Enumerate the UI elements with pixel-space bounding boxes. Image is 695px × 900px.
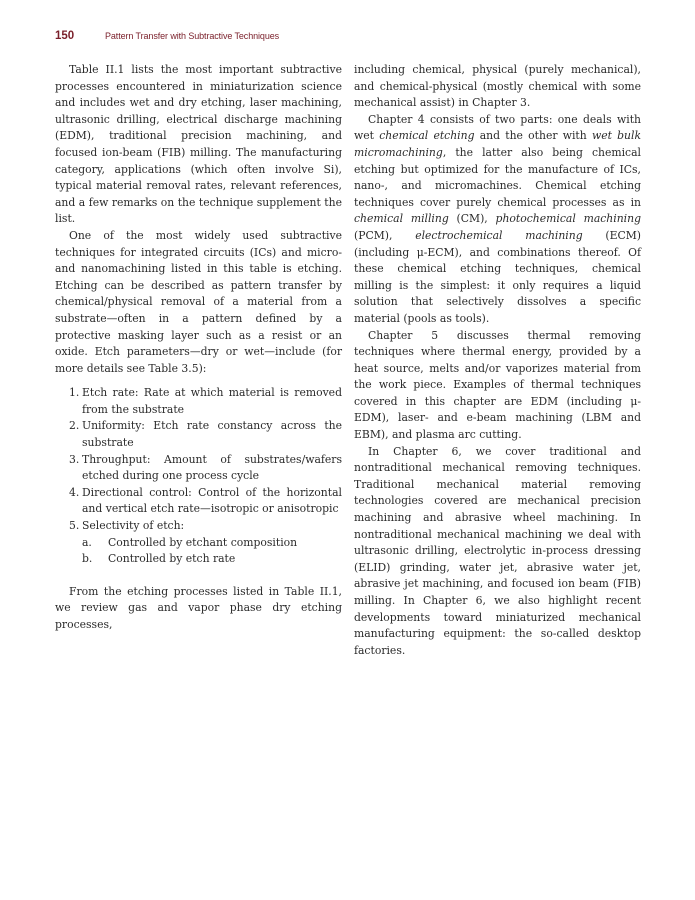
left-column [55, 62, 342, 634]
list-item: 5. Selectivity of etch: a. Controlled by etchant composition b. Controlled by etch rate [55, 518, 342, 568]
page-header [55, 30, 279, 42]
list-item: 1. Etch rate: Rate at which material is removed from the substrate [69, 386, 342, 416]
paragraph: One of the most widely used subtractive techniques for integrated circuits (ICs) and micro- and nanomachining listed in this table is etching. Etching can be described as pattern transfer by chemical/physical removal of a material from a substrate—often in a pattern defined by a protective masking layer such as a resist or an oxide. Etch parameters—dry or wet—include (for more details see Table 3.5): [55, 228, 342, 375]
running-title: Pattern Transfer with Subtractive Techniques [105, 31, 280, 41]
paragraph: Chapter 5 discusses thermal removing techniques where thermal energy, provided by a heat source, melts and/or vaporizes material from the work piece. Examples of thermal techniques covered in this chapter are EDM (including μ-EDM), laser- and e-beam machining (LBM and EBM), and plasma arc cutting. [354, 328, 641, 442]
page-number: 150 [55, 30, 75, 42]
paragraph: From the etching processes listed in Table II.1, we review gas and vapor phase dry etching processes, [55, 584, 342, 631]
paragraph: including chemical, physical (purely mechanical), and chemical-physical (mostly chemical with some mechanical assist) in Chapter 3. [354, 63, 641, 110]
list-item: 2. Uniformity: Etch rate constancy across the substrate [69, 419, 342, 450]
paragraph: Table II.1 lists the most important subtractive processes encountered in miniaturization science and includes wet and dry etching, laser machining, ultrasonic drilling, electrical discharge machining (EDM), traditional precision machining, and focused ion-beam (FIB) milling. The manufacturing category, applications (which often involve Si), typical material removal rates, relevant references, and a few remarks on the technique supplement the list. [55, 63, 342, 226]
sub-list-item: b. Controlled by etch rate [82, 552, 236, 566]
paragraph: Chapter 4 consists of two parts: one deals with wet chemical etching and the other with wet bulk micromachining, the latter also being chemical etching but optimized for the manufacture of ICs, nano-, and micromachines. Chemical etching techniques cover purely chemical processes as in chemical milling (CM), photochemical machining (PCM), electrochemical machining (ECM) (including μ-ECM), and combinations thereof. Of these chemical etching techniques, chemical milling is the simplest: it only requires a liquid solution that selectively dissolves a specific material (pools as tools). [354, 112, 642, 325]
sub-list-item: a. Controlled by etchant composition [82, 535, 298, 549]
list-item: 4. Directional control: Control of the horizontal and vertical etch rate—isotropic or anisotropic [69, 485, 342, 516]
selectivity-sublist [82, 535, 342, 568]
right-column [354, 62, 641, 659]
paragraph: In Chapter 6, we cover traditional and nontraditional mechanical removing techniques. Traditional mechanical material removing technologies covered are mechanical precision machining and abrasive wheel machining. In nontraditional mechanical machining we deal with ultrasonic drilling, electrolytic in-process dressing (ELID) grinding, water jet, abrasive water jet, abrasive jet machining, and focused ion beam (FIB) milling. In Chapter 6, we also highlight recent developments toward miniaturized mechanical manufacturing equipment: the so-called desktop factories. [354, 444, 641, 657]
list-item: 3. Throughput: Amount of substrates/wafers etched during one process cycle [69, 452, 342, 483]
etch-parameter-list [55, 385, 342, 568]
